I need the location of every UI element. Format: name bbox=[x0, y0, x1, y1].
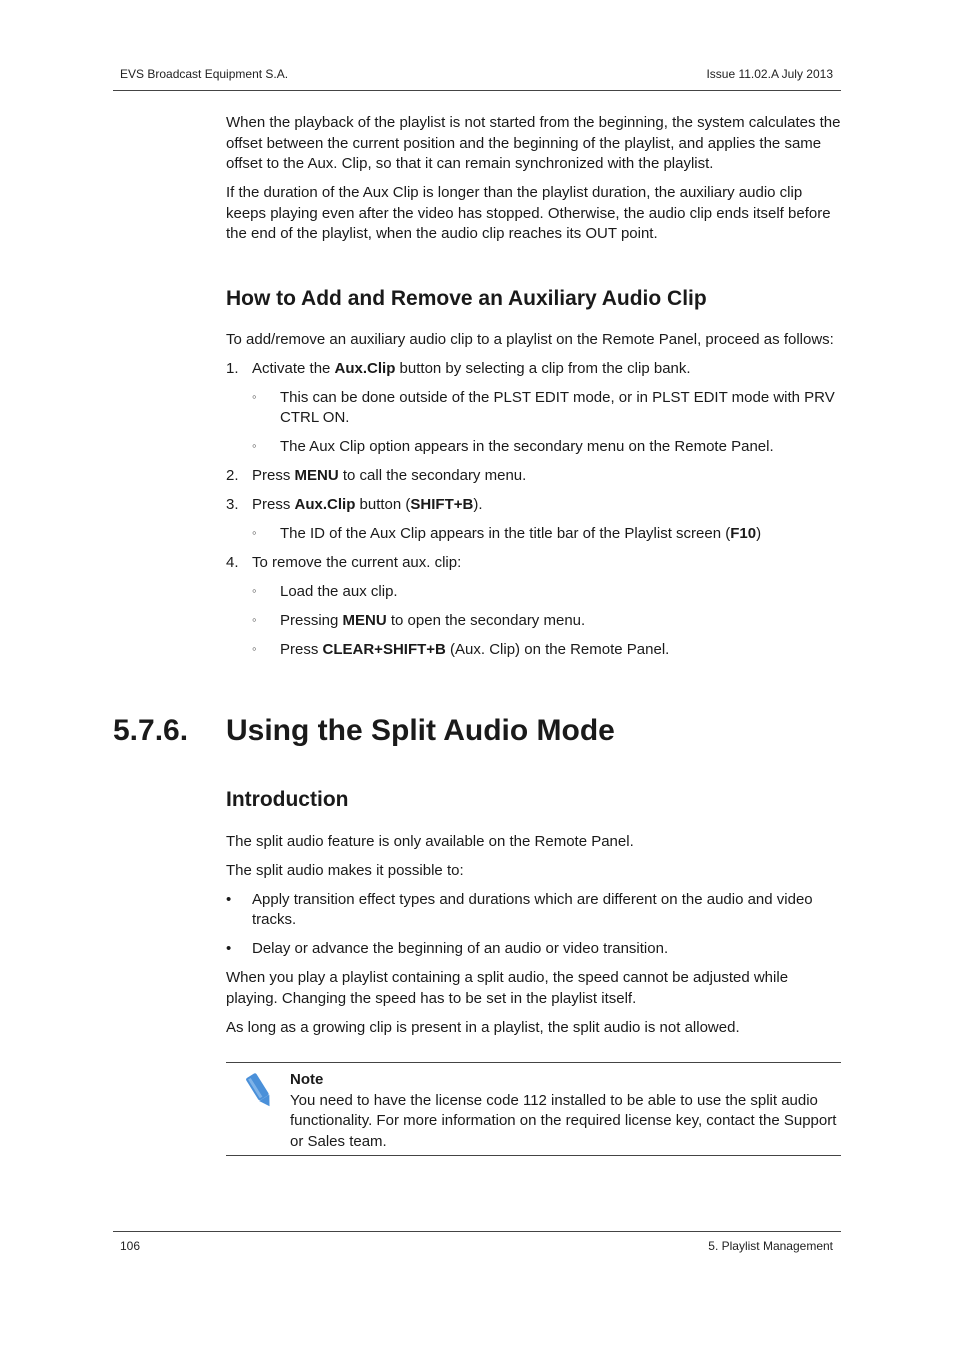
paragraph: The split audio feature is only available on the Remote Panel. bbox=[226, 833, 634, 850]
step-1-sub-1: ◦ This can be done outside of the PLST EDIT mode, or in PLST EDIT mode with PRV CTRL ON. bbox=[252, 388, 835, 426]
menu-key: MENU bbox=[342, 612, 387, 629]
howto-heading: How to Add and Remove an Auxiliary Audio Clip bbox=[226, 286, 707, 310]
aux-clip-key: Aux.Clip bbox=[334, 359, 396, 377]
bullet-item: • Apply transition effect types and durations which are different on the audio and video tracks. bbox=[226, 890, 813, 928]
paragraph: As long as a growing clip is present in a playlist, the split audio is not allowed. bbox=[226, 1018, 740, 1036]
sub-bullet-marker: ◦ bbox=[252, 438, 257, 453]
howto-lead: To add/remove an auxiliary audio clip to a playlist on the Remote Panel, proceed as follows: bbox=[226, 330, 834, 348]
sub-bullet-marker: ◦ bbox=[252, 388, 257, 404]
paragraph: When the playback of the playlist is not started from the beginning, the system calculates the offset between the current position and the beginning of the playlist, and applies the same offset to the Aux. Clip, so that it can remain synchronized with the playlist. bbox=[226, 114, 841, 172]
clear-shift-b-key: CLEAR+SHIFT+B bbox=[322, 641, 446, 658]
bullet-item: • Delay or advance the beginning of an audio or video transition. bbox=[226, 939, 841, 960]
step-1: 1. Activate the Aux.Clip button by selecting a clip from the clip bank. bbox=[226, 359, 841, 380]
page-number: 106 bbox=[120, 1239, 141, 1253]
f10-key: F10 bbox=[730, 525, 757, 542]
aux-clip-key: Aux.Clip bbox=[294, 496, 356, 513]
header-issue: Issue 11.02.A July 2013 bbox=[706, 67, 833, 81]
section-heading: Using the Split Audio Mode bbox=[226, 714, 615, 747]
step-number: 2. bbox=[226, 467, 239, 484]
step-2: 2. Press MENU to call the secondary menu. bbox=[226, 466, 841, 487]
paragraph: When you play a playlist containing a split audio, the speed cannot be adjusted while playing. Changing the speed has to be set in the playlist itself. bbox=[226, 969, 789, 1007]
note-box bbox=[226, 1062, 841, 1156]
sub-bullet-marker: ◦ bbox=[252, 612, 257, 627]
step-4-sub-1: ◦ Load the aux clip. bbox=[252, 583, 398, 600]
bullet-marker: • bbox=[226, 940, 232, 957]
section-number: 5.7.6. bbox=[113, 714, 189, 747]
step-3: 3. Press Aux.Clip button (SHIFT+B). bbox=[226, 495, 841, 516]
note-title: Note bbox=[290, 1071, 324, 1088]
footer-chapter: 5. Playlist Management bbox=[708, 1239, 833, 1253]
step-4-sub-3: ◦ Press CLEAR+SHIFT+B (Aux. Clip) on the Remote Panel. bbox=[252, 641, 670, 658]
note-text: You need to have the license code 112 installed to be able to use the split audio functionality. For more information on the required license key, contact the Support or Sales team. bbox=[290, 1091, 837, 1150]
shift-b-key: SHIFT+B bbox=[410, 496, 474, 513]
step-1-sub-2: ◦ The Aux Clip option appears in the secondary menu on the Remote Panel. bbox=[252, 438, 774, 455]
step-3-sub: ◦ The ID of the Aux Clip appears in the title bar of the Playlist screen (F10) bbox=[252, 525, 762, 542]
bullet-marker: • bbox=[226, 890, 232, 908]
introduction-content bbox=[226, 787, 841, 1038]
step-number: 1. bbox=[226, 359, 239, 377]
sub-bullet-marker: ◦ bbox=[252, 583, 257, 598]
step-number: 3. bbox=[226, 496, 239, 513]
sub-bullet-marker: ◦ bbox=[252, 525, 257, 540]
introduction-heading: Introduction bbox=[226, 788, 349, 811]
menu-key: MENU bbox=[294, 467, 339, 484]
sub-bullet-marker: ◦ bbox=[252, 641, 257, 656]
step-4-sub-2: ◦ Pressing MENU to open the secondary menu. bbox=[252, 612, 586, 629]
step-4: 4. To remove the current aux. clip: bbox=[226, 553, 841, 574]
pencil-icon bbox=[242, 1071, 278, 1111]
main-content bbox=[226, 113, 841, 661]
page-header bbox=[113, 66, 841, 91]
paragraph: If the duration of the Aux Clip is longer than the playlist duration, the auxiliary audio clip keeps playing even after the video has stopped. Otherwise, the audio clip ends itself before the end of the playlist, when the audio clip reaches its OUT point. bbox=[226, 184, 831, 242]
header-company: EVS Broadcast Equipment S.A. bbox=[120, 67, 289, 81]
step-number: 4. bbox=[226, 554, 239, 571]
note-body bbox=[290, 1070, 838, 1152]
paragraph: The split audio makes it possible to: bbox=[226, 862, 464, 879]
page-footer bbox=[113, 1231, 841, 1253]
